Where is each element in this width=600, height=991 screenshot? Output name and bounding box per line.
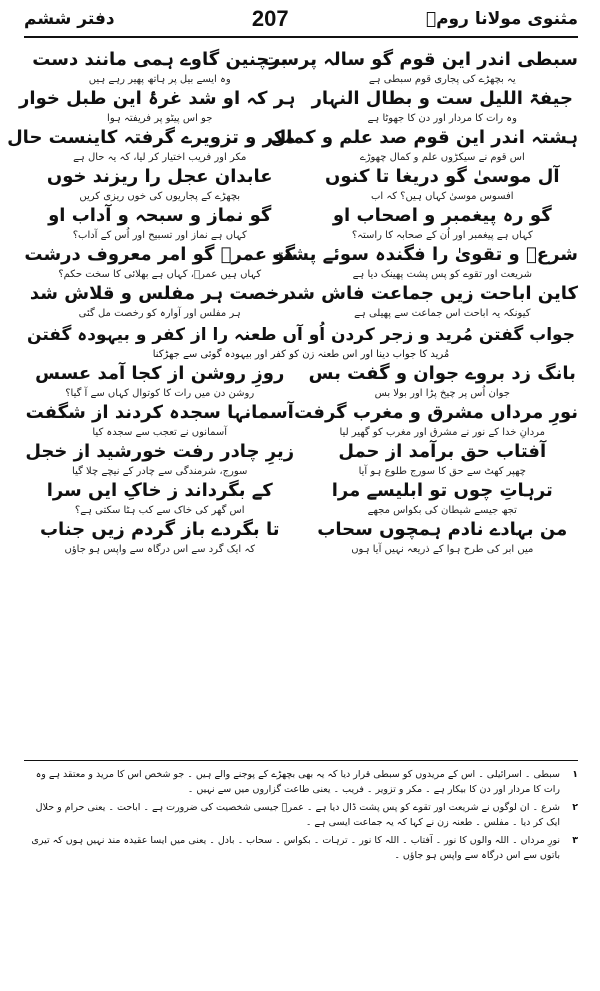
book-title: مثنوی مولانا رومؒ xyxy=(425,9,578,29)
verse-translation: کہاں ہے نماز اور تسبیح اور اُس کے آداب؟ xyxy=(72,230,247,241)
couplet xyxy=(24,362,578,401)
verse-translation: چھپر کھٹ سے حق کا سورج طلوع ہو آیا xyxy=(358,466,526,477)
verse-text: ترہاتِ چوں تو ابلیسے مرا xyxy=(331,480,553,501)
verse-text: برچنین گاوے ہمی مانند دست xyxy=(32,49,288,70)
verse-text: کے بگرداند ز خاکِ ایں سرا xyxy=(46,480,273,501)
footnote-text: سبطی ۔ اسرائیلی ۔ اس کے مریدوں کو سبطی قرار دیا کہ یہ بھی بچھڑے کے پوجنے والے ہیں ۔ جو شخص اس کا مرید و معتقد ہے وہ رات کا مردار اور دن کا بیکار ہے ۔ مکر و تزویر ۔ فریب ۔ یعنی طاعت گزاروں میں سے نہیں ۔ xyxy=(35,769,560,795)
page-body xyxy=(7,48,578,557)
page-number: 207 xyxy=(251,6,289,31)
couplet xyxy=(24,479,578,518)
verse-translation: جوان اُس پر چیخ پڑا اور بولا بس xyxy=(374,388,510,399)
verse-translation: یہ بچھڑے کی پجاری قوم سبطی ہے xyxy=(368,74,516,85)
verse-text: مکر و تزویرے گرفتہ کاینست حال xyxy=(7,127,296,148)
verse-text: رخصت ہر مفلس و قلاش شد xyxy=(29,283,290,304)
hemistich-left xyxy=(24,165,295,204)
hemistich-right xyxy=(272,243,578,282)
verse-translation: مردانِ خدا کے نور نے مشرق اور مغرب کو گھیر لیا xyxy=(339,427,546,438)
verse-text: ہشتہ اندر این قوم صد علم و کمال xyxy=(270,127,578,148)
verse-translation: آسمانوں نے تعجب سے سجدہ کیا xyxy=(92,427,228,438)
verse-translation: اس قوم نے سیکڑوں علم و کمال چھوڑے xyxy=(359,152,525,163)
hemistich-left xyxy=(24,479,295,518)
verse-text: آسمانہا سجدہ کردند از شگفت xyxy=(25,402,294,423)
footnote-number: ۲ xyxy=(572,802,578,813)
verse-translation: افسوس موسیٰ کہاں ہیں؟ کہ اب xyxy=(370,191,514,202)
hemistich-right xyxy=(307,440,578,479)
hemistich-left xyxy=(24,282,295,321)
hemistich-right xyxy=(307,204,578,243)
verse-text: بانگ زد بروے جوان و گفت بس xyxy=(308,363,576,384)
couplet xyxy=(7,126,578,165)
hemistich-right xyxy=(294,401,578,440)
volume-label: دفتر ششم xyxy=(24,9,115,29)
verse-text: گو رہ پیغمبر و اصحاب او xyxy=(332,205,552,226)
hemistich-right xyxy=(307,479,578,518)
verse-translation: سورج، شرمندگی سے چادر کے نیچے چلا گیا xyxy=(72,466,248,477)
verse-text: آفتاب حق برآمد از حمل xyxy=(338,441,547,462)
verse-text: تا بگردے باز گردم زیں جناب xyxy=(39,519,280,540)
footnote xyxy=(24,833,578,863)
section-heading-gloss: مُرید کا جواب دینا اور اس طعنہ زن کو کفر اور بیہودہ گوئی سے جھڑکنا xyxy=(152,349,450,360)
page-header xyxy=(24,6,578,38)
footnote-text: شرع ۔ ان لوگوں نے شریعت اور تقوے کو پس پشت ڈال دیا ہے ۔ عمرؓ جیسی شخصیت کی ضرورت ہے ۔ اباحت ۔ یعنی حرام و حلال ایک کر دیا ۔ مفلس ۔ طعنہ زن نے کہا کہ یہ جماعت ایسی ہے ۔ xyxy=(35,802,560,828)
verse-translation: کیونکہ یہ اباحت اس جماعت سے پھیلی ہے xyxy=(354,308,531,319)
hemistich-left xyxy=(24,362,295,401)
verse-text: آل موسیٰ گو دریغا تا کنوں xyxy=(325,166,560,187)
hemistich-left xyxy=(7,126,296,165)
couplet xyxy=(24,204,578,243)
footnote-text: نورِ مرداں ۔ اللہ والوں کا نور ۔ آفتاب ۔ اللہ کا نور ۔ ترہات ۔ بکواس ۔ سحاب ۔ بادل ۔ یعنی میں ایسا عقیدہ مند نہیں ہوں کہ تیری باتوں سے اس درگاہ سے واپس ہو جاؤں ۔ xyxy=(31,835,560,861)
couplet xyxy=(19,87,578,126)
couplet xyxy=(24,165,578,204)
verse-text: گو عمرؓ گو امر معروف درشت xyxy=(24,244,296,265)
verse-text: ہر کہ او شد غرۂ این طبل خوار xyxy=(19,88,296,109)
section-heading: جواب گفتن مُرید و زجر کردن اُو آں طعنہ را از کفر و بیہودہ گفتن xyxy=(27,325,575,345)
hemistich-left xyxy=(24,401,295,440)
couplet xyxy=(24,401,578,440)
hemistich-right xyxy=(270,126,578,165)
verse-translation: مکر اور فریب اختیار کر لیا، کہ یہ حال ہے xyxy=(73,152,247,163)
verse-text: من بہادے نادم ہمچوں سحاب xyxy=(317,519,568,540)
verse-translation: کہ ایک گرد سے اس درگاہ سے واپس ہو جاؤں xyxy=(64,544,255,555)
verse-translation: وہ ایسے بیل پر ہاتھ پھیر رہے ہیں xyxy=(88,74,231,85)
couplet xyxy=(24,243,578,282)
verse-translation: تجھ جیسے شیطان کی بکواس مجھے xyxy=(367,505,517,516)
verse-text: شرعؐ و تقویٰ را فگندہ سوئے پشت xyxy=(272,244,578,265)
hemistich-right xyxy=(307,518,578,557)
verse-text: جیفۃ اللیل ست و بطال النہار xyxy=(311,88,573,109)
verse-translation: کہاں ہیں عمرؓ، کہاں ہے بھلائی کا سخت حکم؟ xyxy=(58,269,262,280)
footnotes xyxy=(24,760,578,866)
couplet-block-1 xyxy=(7,48,578,321)
couplet-block-2 xyxy=(24,362,578,557)
verse-translation: بچھڑے کے پجاریوں کی خوں ریزی کریں xyxy=(79,191,241,202)
verse-translation: اس گھر کی خاک سے کب ہٹا سکتی ہے؟ xyxy=(74,505,245,516)
hemistich-left xyxy=(24,440,295,479)
verse-text: گو نماز و سبحہ و آداب او xyxy=(48,205,272,226)
footnote xyxy=(24,800,578,830)
verse-text: عابدان عجل را ریزند خوں xyxy=(46,166,273,187)
couplet xyxy=(24,282,578,321)
verse-translation: روشن دن میں رات کا کوتوال کہاں سے آ گیا؟ xyxy=(65,388,255,399)
verse-text: زیرِ چادر رفت خورشید از خجل xyxy=(25,441,295,462)
hemistich-left xyxy=(24,48,295,87)
footnote-number: ۳ xyxy=(572,835,578,846)
verse-text: سبطی اندر این قوم گو سالہ پرست xyxy=(262,49,578,70)
verse-translation: جو اس پیٹو پر فریفتہ ہوا xyxy=(107,113,213,124)
hemistich-right xyxy=(262,48,578,87)
verse-text: روزِ روشن از کجا آمد عسس xyxy=(35,363,285,384)
verse-translation: وہ رات کا مردار اور دن کا جھوٹا ہے xyxy=(367,113,517,124)
verse-text: کاین اباحت زیں جماعت فاش شد xyxy=(286,283,578,304)
verse-translation: میں ابر کی طرح ہوا کے ذریعہ نہیں آیا ہوں xyxy=(351,544,534,555)
hemistich-right xyxy=(307,362,578,401)
verse-text: نورِ مرداں مشرق و مغرب گرفت xyxy=(294,402,578,423)
hemistich-left xyxy=(24,243,295,282)
verse-translation: شریعت اور تقوے کو پس پشت پھینک دیا ہے xyxy=(352,269,532,280)
footnote-number: ۱ xyxy=(572,769,578,780)
verse-translation: کہاں ہے پیغمبر اور اُن کے صحابہ کا راستہ؟ xyxy=(351,230,533,241)
couplet xyxy=(24,518,578,557)
hemistich-right xyxy=(307,165,578,204)
footnote xyxy=(24,767,578,797)
verse-translation: ہر مفلس اور آوارہ کو رخصت مل گئی xyxy=(78,308,241,319)
couplet xyxy=(24,48,578,87)
hemistich-left xyxy=(24,518,295,557)
couplet xyxy=(24,440,578,479)
hemistich-right xyxy=(286,282,578,321)
hemistich-right xyxy=(307,87,578,126)
hemistich-left xyxy=(19,87,296,126)
hemistich-left xyxy=(24,204,295,243)
